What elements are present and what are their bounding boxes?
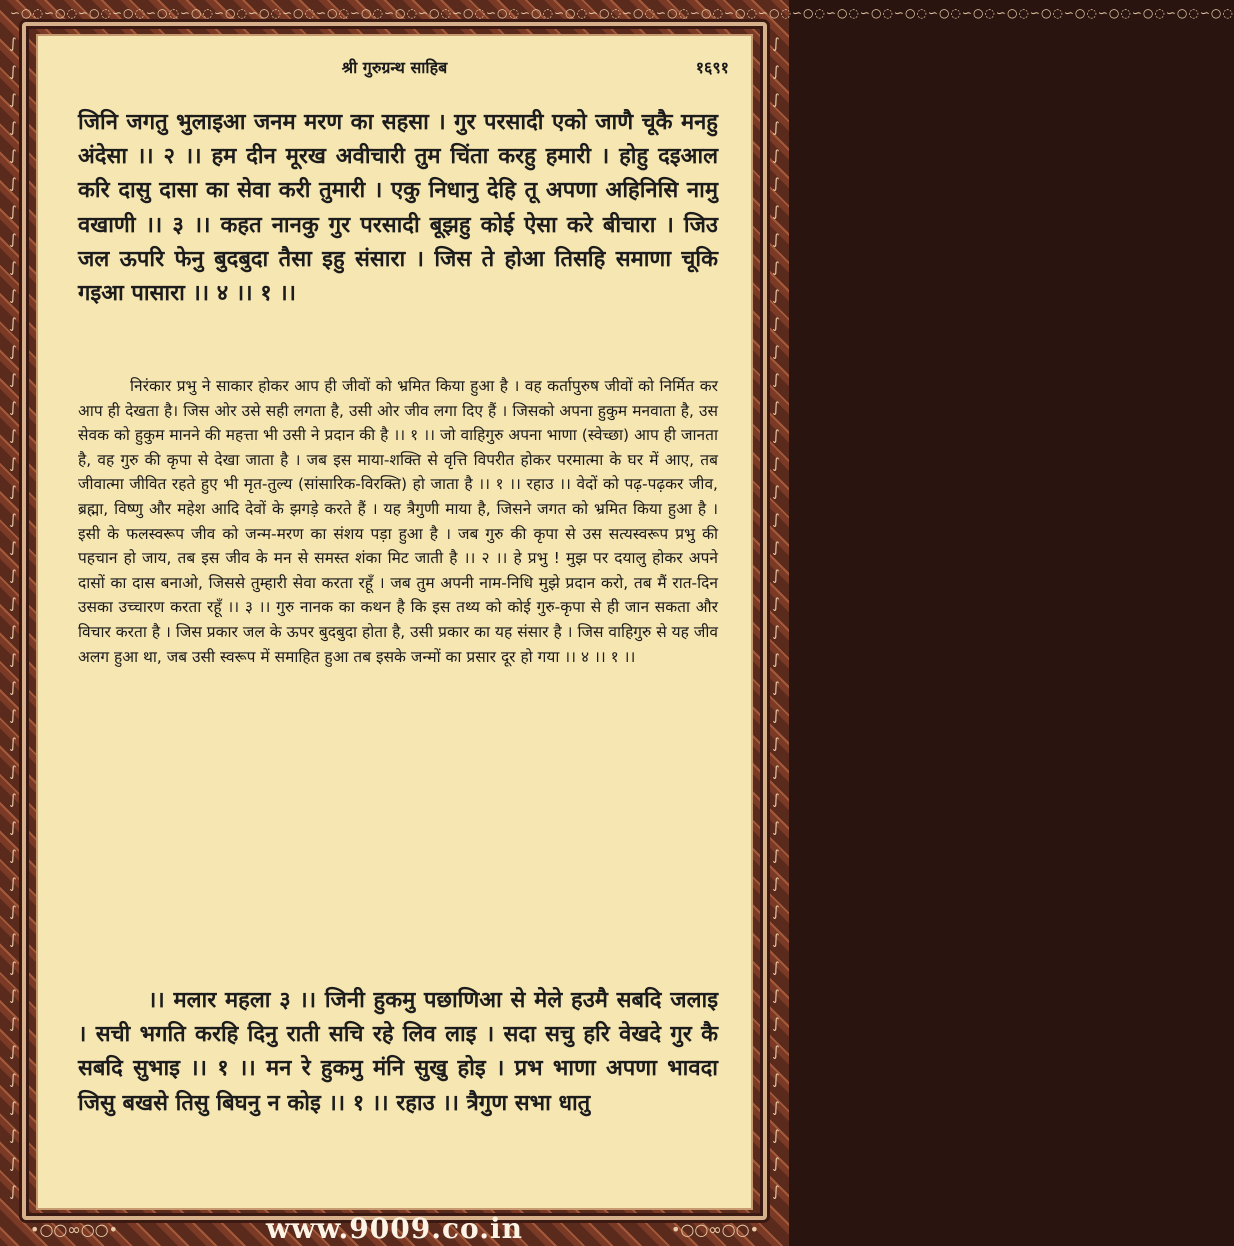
website-url: www.9009.co.in (266, 1212, 523, 1245)
meaning-paragraph-1 (78, 374, 718, 669)
page-number: १६९१ (695, 58, 729, 77)
scripture-page (36, 34, 753, 1210)
gurbani-verse-2 (78, 984, 718, 1121)
gurbani-verse-1 (78, 106, 718, 311)
right-ornament-band: ∫ ∫ ∫ ∫ ∫ ∫ ∫ ∫ ∫ ∫ ∫ ∫ ∫ ∫ ∫ ∫ ∫ ∫ ∫ ∫ ∫ ∫ ∫ ∫ ∫ ∫ ∫ ∫ ∫ ∫ ∫ ∫ ∫ ∫ ∫ ∫ ∫ ∫ ∫ ∫ ∫ ∫ (772, 36, 780, 1200)
page-footer (0, 1212, 789, 1246)
top-ornament-band: ∽○◌∽○◌∽○◌∽○◌∽○◌∽○◌∽○◌∽○◌∽○◌∽○◌∽○◌∽○◌∽○◌∽○◌∽○◌∽○◌∽○◌∽○◌∽○◌∽○◌∽○◌∽○◌∽○◌∽○◌∽○◌∽○◌∽○◌∽○◌∽○◌∽○◌∽○◌∽○◌∽○◌∽○◌∽○◌∽○◌ (10, 6, 1234, 20)
page-header (38, 56, 751, 80)
gurbani-verse-1-text: जिनि जगतु भुलाइआ जनम मरण का सहसा । गुर परसादी एको जाणै चूकै मनहु अंदेसा ।। २ ।। हम दीन मूरख अवीचारी तुम चिंता करहु हमारी । होहु दइआल करि दासु दासा का सेवा करी तुमारी । एकु निधानु देहि तू अपणा अहिनिसि नामु वखाणी ।। ३ ।। कहत नानकु गुर परसादी बूझहु कोई ऐसा करे बीचारा । जिउ जल ऊपरि फेनु बुदबुदा तैसा इहु संसारा । जिस ते होआ तिसहि समाणा चूकि गइआ पासारा ।। ४ ।। १ ।। (78, 110, 718, 307)
footer-ornament-left: •○○∞○○• (30, 1220, 119, 1239)
left-ornament-band: ∫ ∫ ∫ ∫ ∫ ∫ ∫ ∫ ∫ ∫ ∫ ∫ ∫ ∫ ∫ ∫ ∫ ∫ ∫ ∫ ∫ ∫ ∫ ∫ ∫ ∫ ∫ ∫ ∫ ∫ ∫ ∫ ∫ ∫ ∫ ∫ ∫ ∫ ∫ ∫ ∫ ∫ (9, 36, 17, 1200)
footer-ornament-right: •○○∞○○• (670, 1220, 759, 1239)
meaning-paragraph-1-text: निरंकार प्रभु ने साकार होकर आप ही जीवों को भ्रमित किया हुआ है । वह कर्तापुरुष जीवों को निर्मित कर आप ही देखता है। जिस ओर उसे सही लगता है, उसी ओर जीव लगा दिए हैं । जिसको अपना हुकुम मनवाता है, उस सेवक को हुकुम मानने की महत्ता भी उसी ने प्रदान की है ।। १ ।। जो वाहिगुरु अपना भाणा (स्वेच्छा) आप ही जानता है, वह गुरु की कृपा से देखा जाता है । जब इस माया-शक्ति से वृत्ति विपरीत होकर परमात्मा के घर में आए, तब जीवात्मा जीवित रहते हुए भी मृत-तुल्य (सांसारिक-विरक्ति) हो जाता है ।। १ ।। रहाउ ।। वेदों को पढ़-पढ़कर जीव, ब्रह्मा, विष्णु और महेश आदि देवों के झगड़े करते हैं । यह त्रैगुणी माया है, जिसने जगत को भ्रमित किया हुआ है । इसी के फलस्वरूप जीव को जन्म-मरण का संशय पड़ा हुआ है । जब गुरु की कृपा से उस सत्यस्वरूप प्रभु की पहचान हो जाय, तब इस जीव के मन से समस्त शंका मिट जाती है ।। २ ।। हे प्रभु ! मुझ पर दयालु होकर अपने दासों का दास बनाओ, जिससे तुम्हारी सेवा करता रहूँ । जब तुम अपनी नाम-निधि मुझे प्रदान करो, तब मैं रात-दिन उसका उच्चारण करता रहूँ ।। ३ ।। गुरु नानक का कथन है कि इस तथ्य को कोई गुरु-कृपा से ही जान सकता और विचार करता है । जिस प्रकार जल के ऊपर बुदबुदा होता है, उसी प्रकार का यह संसार है । जिस वाहिगुरु से यह जीव अलग हुआ था, जब उसी स्वरूप में समाहित हुआ तब इसके जन्मों का प्रसार दूर हो गया ।। ४ ।। १ ।। (78, 377, 718, 666)
page-title: श्री गुरुग्रन्थ साहिब (341, 58, 448, 77)
gurbani-verse-2-text: ।। मलार महला ३ ।। जिनी हुकमु पछाणिआ से मेले हउमै सबदि जलाइ । सची भगति करहि दिनु राती सचि रहे लिव लाइ । सदा सचु हरि वेखदे गुर कै सबदि सुभाइ ।। १ ।। मन रे हुकमु मंनि सुखु होइ । प्रभ भाणा अपणा भावदा जिसु बखसे तिसु बिघनु न कोइ ।। १ ।। रहाउ ।। त्रैगुण सभा धातु (78, 988, 718, 1116)
